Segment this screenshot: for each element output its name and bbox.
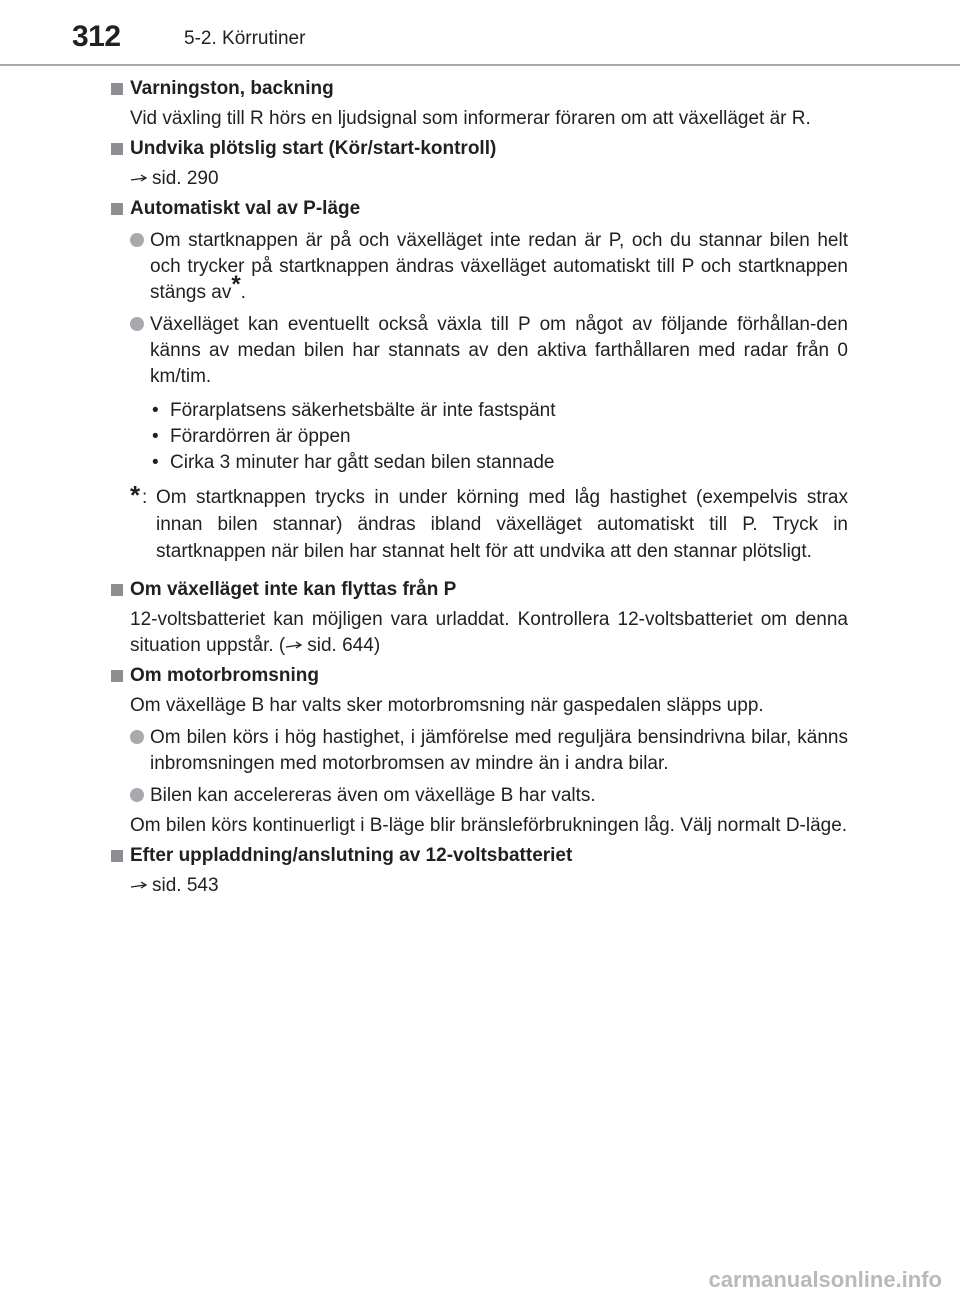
page-number: 312: [72, 20, 121, 53]
heading-auto-p: Automatiskt val av P-läge: [108, 196, 848, 222]
right-arrow-icon: [130, 873, 152, 899]
heading-engine-braking: Om motorbromsning: [108, 663, 848, 689]
reference-link[interactable]: sid. 290: [152, 168, 219, 189]
paragraph: Om bilen körs kontinuerligt i B-läge blir bränsleförbrukningen låg. Välj normalt D-läge.: [130, 815, 848, 836]
list-item: Bilen kan accelereras även om växelläge B har valts.: [108, 783, 848, 809]
square-bullet-icon: [111, 670, 123, 682]
right-arrow-icon: [130, 166, 152, 192]
reference-link[interactable]: sid. 644: [307, 635, 374, 656]
reference-link[interactable]: sid. 543: [152, 875, 219, 896]
list-item: Om bilen körs i hög hastighet, i jämförelse med reguljära bensindrivna bilar, känns inbromsningen med motorbromsen av mindre än i andra bilar.: [108, 725, 848, 777]
paragraph: Om växelläge B har valts sker motorbromsning när gaspedalen släpps upp.: [130, 695, 764, 716]
list-item: Om startknappen är på och växelläget inte redan är P, och du stannar bilen helt och trycker på startknappen ändras växelläget automatiskt till P och startknappen stängs av*.: [108, 228, 848, 306]
list-item: • Förarplatsens säkerhetsbälte är inte fastspänt: [152, 400, 556, 421]
square-bullet-icon: [111, 203, 123, 215]
page-content: [108, 72, 848, 899]
square-bullet-icon: [111, 850, 123, 862]
paragraph: 12-voltsbatteriet kan möjligen vara urladdat. Kontrollera 12-voltsbatteriet om denna situation uppstår. ( sid. 644): [108, 607, 848, 659]
circle-bullet-icon: [130, 788, 144, 802]
header-rule: [0, 64, 960, 66]
section-title: 5-2. Körrutiner: [184, 28, 306, 49]
condition-list: [108, 398, 848, 476]
list-item: Växelläget kan eventuellt också växla till P om något av följande förhållan-den känns av medan bilen har stannats av den aktiva farthållaren med radar från 0 km/tim.: [108, 312, 848, 390]
square-bullet-icon: [111, 584, 123, 596]
page-reference: [108, 166, 848, 192]
paragraph: Vid växling till R hörs en ljudsignal som informerar föraren om att växelläget är R.: [130, 108, 811, 129]
asterisk-mark: *: [130, 480, 141, 510]
right-arrow-icon: [285, 633, 307, 659]
asterisk-mark: *: [231, 271, 241, 298]
circle-bullet-icon: [130, 317, 144, 331]
list-item: • Cirka 3 minuter har gått sedan bilen stannade: [152, 452, 555, 473]
circle-bullet-icon: [130, 730, 144, 744]
heading-cannot-shift: Om växelläget inte kan flyttas från P: [108, 577, 848, 603]
heading-after-charging: Efter uppladdning/anslutning av 12-voltsbatteriet: [108, 843, 848, 869]
circle-bullet-icon: [130, 233, 144, 247]
footnote: * : Om startknappen trycks in under körning med låg hastighet (exempelvis strax innan bilen stannar) ändras ibland växelläget automatiskt till P. Tryck in startknappen när bilen har stannat helt för att undvika att den stannar plötsligt.: [130, 480, 848, 562]
square-bullet-icon: [111, 143, 123, 155]
page-reference: [108, 873, 848, 899]
list-item: • Förardörren är öppen: [152, 426, 351, 447]
watermark: carmanualsonline.info: [708, 1267, 942, 1292]
page-header: [0, 0, 960, 70]
square-bullet-icon: [111, 83, 123, 95]
heading-sudden-start: Undvika plötslig start (Kör/start-kontroll): [108, 136, 848, 162]
heading-reverse-warning: Varningston, backning: [108, 76, 848, 102]
